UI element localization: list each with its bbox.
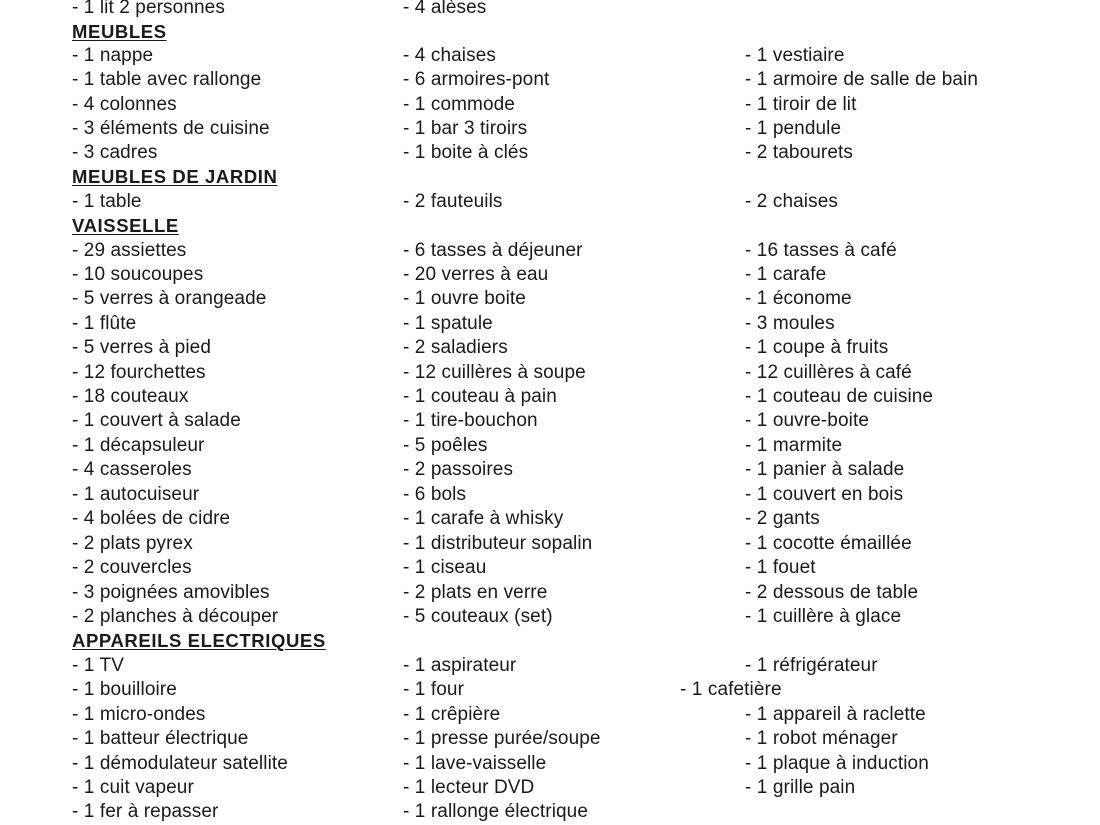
list-row — [0, 508, 1100, 532]
list-row — [0, 679, 1100, 703]
list-item: - 20 verres à eau — [403, 264, 549, 285]
list-item: - 2 dessous de table — [745, 582, 919, 603]
list-item: - 1 cuillère à glace — [745, 606, 902, 627]
list-row — [0, 240, 1100, 264]
list-item: - 2 plats en verre — [403, 582, 548, 603]
list-row — [0, 410, 1100, 434]
list-item: - 1 flûte — [72, 313, 137, 334]
list-item: - 1 réfrigérateur — [745, 655, 878, 676]
list-row — [0, 777, 1100, 801]
list-item: - 1 ciseau — [403, 557, 487, 578]
list-item: - 1 vestiaire — [745, 45, 845, 66]
list-item: - 5 poêles — [403, 435, 488, 456]
list-item: - 2 passoires — [403, 459, 514, 480]
list-item: - 5 verres à pied — [72, 337, 211, 358]
list-item: - 12 cuillères à soupe — [403, 362, 586, 383]
list-item: - 5 couteaux (set) — [403, 606, 553, 627]
list-item: - 1 lecteur DVD — [403, 777, 535, 798]
list-item: - 1 économe — [745, 288, 852, 309]
list-row — [0, 288, 1100, 312]
list-row — [0, 94, 1100, 118]
list-item: - 1 plaque à induction — [745, 753, 929, 774]
list-item: - 2 chaises — [745, 191, 838, 212]
list-item: - 1 coupe à fruits — [745, 337, 889, 358]
list-item: - 1 appareil à raclette — [745, 704, 926, 725]
list-item: - 1 cocotte émaillée — [745, 533, 912, 554]
list-item: - 1 batteur électrique — [72, 728, 249, 749]
list-row — [0, 484, 1100, 508]
list-row — [0, 0, 1100, 21]
list-item: - 12 fourchettes — [72, 362, 206, 383]
list-item: - 1 distributeur sopalin — [403, 533, 593, 554]
list-item: - 1 commode — [403, 94, 515, 115]
list-item: - 6 bols — [403, 484, 467, 505]
list-item: - 2 couvercles — [72, 557, 192, 578]
list-item: - 29 assiettes — [72, 240, 187, 261]
list-row — [0, 728, 1100, 752]
list-item: - 1 couteau de cuisine — [745, 386, 934, 407]
list-item: - 1 presse purée/soupe — [403, 728, 601, 749]
list-row — [0, 801, 1100, 825]
list-item: - 3 poignées amovibles — [72, 582, 270, 603]
list-item: - 1 marmite — [745, 435, 843, 456]
section-heading-row — [0, 215, 1100, 239]
list-item: - 4 casseroles — [72, 459, 192, 480]
list-item: - 1 robot ménager — [745, 728, 898, 749]
list-item: - 6 armoires-pont — [403, 69, 550, 90]
list-item: - 1 rallonge électrique — [403, 801, 589, 822]
list-item: - 1 autocuiseur — [72, 484, 200, 505]
section-title-vaisselle: VAISSELLE — [72, 215, 179, 236]
list-item: - 4 chaises — [403, 45, 496, 66]
list-item: - 1 grille pain — [745, 777, 856, 798]
list-item: - 1 armoire de salle de bain — [745, 69, 979, 90]
list-row — [0, 435, 1100, 459]
list-row — [0, 655, 1100, 679]
list-item: - 1 démodulateur satellite — [72, 753, 288, 774]
list-item: - 1 boite à clés — [403, 142, 529, 163]
list-item: - 1 lave-vaisselle — [403, 753, 547, 774]
list-row — [0, 753, 1100, 777]
list-item: - 3 moules — [745, 313, 835, 334]
list-item: - 4 colonnes — [72, 94, 177, 115]
list-item: - 2 saladiers — [403, 337, 508, 358]
list-item: - 2 gants — [745, 508, 820, 529]
list-item: - 4 bolées de cidre — [72, 508, 231, 529]
list-item: - 10 soucoupes — [72, 264, 204, 285]
list-row — [0, 533, 1100, 557]
list-item: - 1 panier à salade — [745, 459, 905, 480]
list-row — [0, 582, 1100, 606]
list-item: - 12 cuillères à café — [745, 362, 912, 383]
list-item: - 1 table — [72, 191, 142, 212]
list-row — [0, 606, 1100, 630]
list-item: - 2 fauteuils — [403, 191, 503, 212]
list-item: - 1 four — [403, 679, 464, 700]
list-item: - 2 planches à découper — [72, 606, 279, 627]
list-item: - 3 éléments de cuisine — [72, 118, 270, 139]
list-item: - 1 bouilloire — [72, 679, 177, 700]
list-row — [0, 142, 1100, 166]
section-title-meubles: MEUBLES — [72, 21, 167, 42]
list-item: - 1 spatule — [403, 313, 493, 334]
list-item: - 2 plats pyrex — [72, 533, 193, 554]
list-row — [0, 191, 1100, 215]
list-row — [0, 337, 1100, 361]
section-heading-row — [0, 630, 1100, 654]
list-item: - 1 lit 2 personnes — [72, 0, 225, 18]
list-row — [0, 459, 1100, 483]
list-item: - 1 carafe — [745, 264, 827, 285]
list-item: - 1 nappe — [72, 45, 154, 66]
list-row — [0, 557, 1100, 581]
list-item: - 1 couvert en bois — [745, 484, 904, 505]
section-title-meubles-de-jardin: MEUBLES DE JARDIN — [72, 166, 278, 187]
list-item: - 3 cadres — [72, 142, 158, 163]
list-item: - 1 tire-bouchon — [403, 410, 538, 431]
list-item: - 1 décapsuleur — [72, 435, 205, 456]
list-item: - 6 tasses à déjeuner — [403, 240, 583, 261]
list-row — [0, 264, 1100, 288]
list-item: - 1 fouet — [745, 557, 816, 578]
list-item: - 5 verres à orangeade — [72, 288, 267, 309]
list-item: - 1 micro-ondes — [72, 704, 206, 725]
list-item: - 1 table avec rallonge — [72, 69, 262, 90]
list-row — [0, 704, 1100, 728]
list-item: - 1 carafe à whisky — [403, 508, 564, 529]
list-item: - 1 couteau à pain — [403, 386, 557, 407]
list-item: - 1 bar 3 tiroirs — [403, 118, 528, 139]
list-item: - 1 tiroir de lit — [745, 94, 857, 115]
list-item: - 1 pendule — [745, 118, 842, 139]
list-row — [0, 118, 1100, 142]
list-item: - 1 aspirateur — [403, 655, 517, 676]
list-item: - 1 crêpière — [403, 704, 501, 725]
list-row — [0, 362, 1100, 386]
list-item: - 18 couteaux — [72, 386, 189, 407]
list-item: - 1 TV — [72, 655, 124, 676]
list-row — [0, 313, 1100, 337]
list-item: - 1 ouvre-boite — [745, 410, 870, 431]
list-item: - 4 alèses — [403, 0, 487, 18]
list-item: - 1 fer à repasser — [72, 801, 219, 822]
list-row — [0, 69, 1100, 93]
section-heading-row — [0, 21, 1100, 45]
section-title-appareils-electriques: APPAREILS ELECTRIQUES — [72, 630, 326, 651]
list-item: - 1 couvert à salade — [72, 410, 241, 431]
list-item: - 2 tabourets — [745, 142, 853, 163]
section-heading-row — [0, 166, 1100, 190]
list-item: - 1 cuit vapeur — [72, 777, 194, 798]
list-item: - 1 ouvre boite — [403, 288, 526, 309]
list-row — [0, 45, 1100, 69]
list-row — [0, 386, 1100, 410]
list-item: - 16 tasses à café — [745, 240, 897, 261]
list-item: - 1 cafetière — [680, 679, 782, 700]
